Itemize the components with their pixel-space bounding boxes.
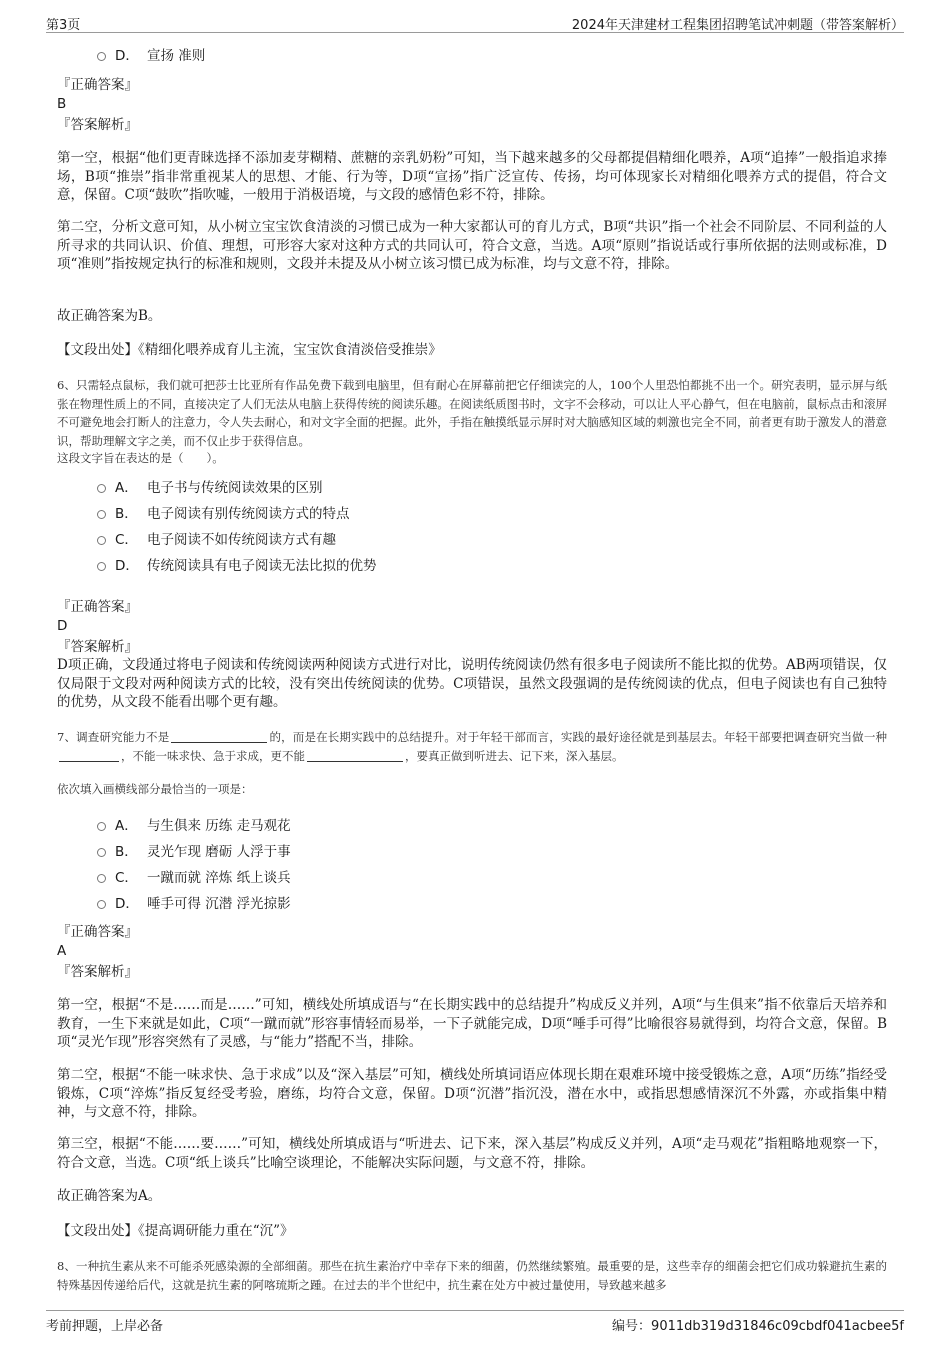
- option-text: 传统阅读具有电子阅读无法比拟的优势: [147, 558, 377, 574]
- radio-icon[interactable]: [97, 848, 106, 857]
- page-footer: [46, 1310, 904, 1335]
- q7-source: 【文段出处】《提高调研能力重在“沉”》: [57, 1223, 294, 1239]
- q5-analysis-p2: 第二空，分析文意可知，从小树立宝宝饮食清淡的习惯已成为一种大家都认可的育儿方式，B项“共识”指一个社会不同阶层、不同利益的人所寻求的共同认识、价值、理想，可形容大家对这种方式的共同认可，符合文意，当选。A项“原则”指说话或行事所依据的法则或标准，D项“准则”指按规定执行的标准和规则，文段并未提及从小树立该习惯已成为标准，均与文意不符，排除。: [57, 219, 887, 272]
- q7-answer: A: [57, 943, 67, 959]
- option-text: 一蹴而就 淬炼 纸上谈兵: [147, 870, 291, 886]
- q7-option-d[interactable]: D． 唾手可得 沉潜 浮光掠影: [97, 895, 291, 914]
- q7-analysis-p2: 第二空，根据“不能一味求快、急于求成”以及“深入基层”可知，横线处所填词语应体现长期在艰难环境中接受锻炼之意，A项“历练”指经受锻炼，C项“淬炼”指反复经受考验，磨练，均符合文意，保留。D项“沉潜”指沉没，潜在水中，或指思想感情深沉不外露，亦或指集中精神，与文意不符，排除。: [57, 1067, 887, 1120]
- radio-icon[interactable]: [97, 874, 106, 883]
- option-text: 宣扬 准则: [147, 48, 206, 64]
- q6-stem: 6、只需轻点鼠标，我们就可把莎士比亚所有作品免费下载到电脑里，但有耐心在屏幕前把它仔细读完的人，100个人里恐怕都挑不出一个。研究表明，显示屏与纸张在物理性质上的不同，直接决定了人们无法从电脑上获得传统的阅读乐趣。在阅读纸质图书时，文字不会移动，可以让人平心静气，但在电脑前，鼠标点击和滚屏不可避免地会打断人的注意力，令人失去耐心，和对文字全面的把握。此外，手指在触摸纸显示屏时对大脑感知区域的刺激也完全不同，前者更有助于激发人的潜意识，帮助理解文字之美，而不仅止步于获得信息。: [57, 378, 887, 448]
- option-text: 电子书与传统阅读效果的区别: [147, 480, 323, 496]
- q6-option-c[interactable]: C． 电子阅读不如传统阅读方式有趣: [97, 531, 336, 550]
- q8-stem: 8、一种抗生素从来不可能杀死感染源的全部细菌。那些在抗生素治疗中幸存下来的细菌，仍然继续繁殖。最重要的是，这些幸存的细菌会把它们成功躲避抗生素的特殊基因传递给后代，这就是抗生素的阿喀琉斯之踵。在过去的半个世纪中，抗生素在处方中被过量使用，导致越来越多: [57, 1259, 887, 1292]
- q7-analysis-label: 『答案解析』: [57, 964, 138, 980]
- q6-option-d[interactable]: D． 传统阅读具有电子阅读无法比拟的优势: [97, 557, 377, 576]
- radio-icon[interactable]: [97, 900, 106, 909]
- q5-answer: B: [57, 96, 67, 112]
- q6-option-b[interactable]: B． 电子阅读有别传统阅读方式的特点: [97, 505, 350, 524]
- option-text: 电子阅读不如传统阅读方式有趣: [147, 532, 336, 548]
- q7-option-c[interactable]: C． 一蹴而就 淬炼 纸上谈兵: [97, 869, 291, 888]
- page-number: 第3页: [46, 18, 81, 33]
- radio-icon[interactable]: [97, 484, 106, 493]
- q7-analysis-p3: 第三空，根据“不能……要……”可知，横线处所填成语与“听进去、记下来，深入基层”构成反义并列，A项“走马观花”指粗略地观察一下，符合文意，当选。C项“纸上谈兵”比喻空谈理论，不能解决实际问题，与文意不符，排除。: [57, 1136, 887, 1171]
- blank-2: [59, 749, 119, 762]
- q5-analysis-label: 『答案解析』: [57, 117, 138, 133]
- document-title: 2024年天津建材工程集团招聘笔试冲刺题（带答案解析）: [571, 18, 904, 33]
- radio-icon[interactable]: [97, 536, 106, 545]
- blank-3: [307, 749, 403, 762]
- option-text: 电子阅读有别传统阅读方式的特点: [147, 506, 350, 522]
- q7-option-a[interactable]: A． 与生俱来 历练 走马观花: [97, 817, 291, 836]
- q6-analysis-label: 『答案解析』: [57, 639, 138, 655]
- q7-stem: 7、调查研究能力不是 的，而是在长期实践中的总结提升。对于年轻干部而言，实践的最好途径就是到基层去。年轻干部要把调查研究当做一种，不能一味求快、急于求成，更不能 ，要真正做到听进去、记下来，深入基层。: [57, 730, 887, 763]
- q7-prompt: 依次填入画横线部分最恰当的一项是：: [57, 782, 253, 796]
- q7-answer-label: 『正确答案』: [57, 924, 138, 940]
- option-text: 与生俱来 历练 走马观花: [147, 818, 291, 834]
- page-header: [46, 10, 904, 33]
- q5-conclusion: 故正确答案为B。: [57, 308, 162, 324]
- q6-answer-label: 『正确答案』: [57, 599, 138, 615]
- q5-analysis-p1: 第一空，根据“他们更青睐选择不添加麦芽糊精、蔗糖的亲乳奶粉”可知，当下越来越多的父母都提倡精细化喂养，A项“追捧”一般指追求捧场，B项“推崇”指非常重视某人的思想、才能、行为等，D项“宣扬”指广泛宣传、传扬，均可体现家长对精细化喂养方式的提倡，符合文意，保留。C项“鼓吹”指吹嘘，一般用于消极语境，与文段的感情色彩不符，排除。: [57, 150, 887, 203]
- q7-conclusion: 故正确答案为A。: [57, 1188, 162, 1204]
- radio-icon[interactable]: [97, 822, 106, 831]
- q7-option-b[interactable]: B． 灵光乍现 磨砺 人浮于事: [97, 843, 291, 862]
- q5-option-d[interactable]: D． 宣扬 准则: [97, 47, 205, 66]
- q6-question: 这段文字旨在表达的是（ ）。: [57, 451, 224, 465]
- q5-source: 【文段出处】《精细化喂养成育儿主流，宝宝饮食清淡倍受推崇》: [57, 342, 442, 358]
- radio-icon[interactable]: [97, 562, 106, 571]
- option-text: 灵光乍现 磨砺 人浮于事: [147, 844, 291, 860]
- q6-analysis: D项正确，文段通过将电子阅读和传统阅读两种阅读方式进行对比，说明传统阅读仍然有很多电子阅读所不能比拟的优势。AB两项错误，仅仅局限于文段对两种阅读方式的比较，没有突出传统阅读的优势。C项错误，虽然文段强调的是传统阅读的优点，但电子阅读也有自己独特的优势，从文段不能看出哪个更有趣。: [57, 657, 887, 710]
- footer-slogan: 考前押题，上岸必备: [46, 1319, 164, 1334]
- document-id: 编号：9011db319d31846c09cbdf041acbee5f: [612, 1319, 904, 1334]
- option-text: 唾手可得 沉潜 浮光掠影: [147, 896, 291, 912]
- q6-answer: D: [57, 618, 68, 634]
- radio-icon[interactable]: [97, 52, 106, 61]
- q6-option-a[interactable]: A． 电子书与传统阅读效果的区别: [97, 479, 323, 498]
- radio-icon[interactable]: [97, 510, 106, 519]
- q7-analysis-p1: 第一空，根据“不是……而是……”可知，横线处所填成语与“在长期实践中的总结提升”构成反义并列，A项“与生俱来”指不依靠后天培养和教育，一生下来就是如此，C项“一蹴而就”形容事情轻而易举，一下子就能完成，D项“唾手可得”比喻很容易就得到，均符合文意，保留。B项“灵光乍现”形容突然有了灵感，与“能力”搭配不当，排除。: [57, 997, 887, 1050]
- q5-answer-label: 『正确答案』: [57, 77, 138, 93]
- blank-1: [171, 730, 267, 743]
